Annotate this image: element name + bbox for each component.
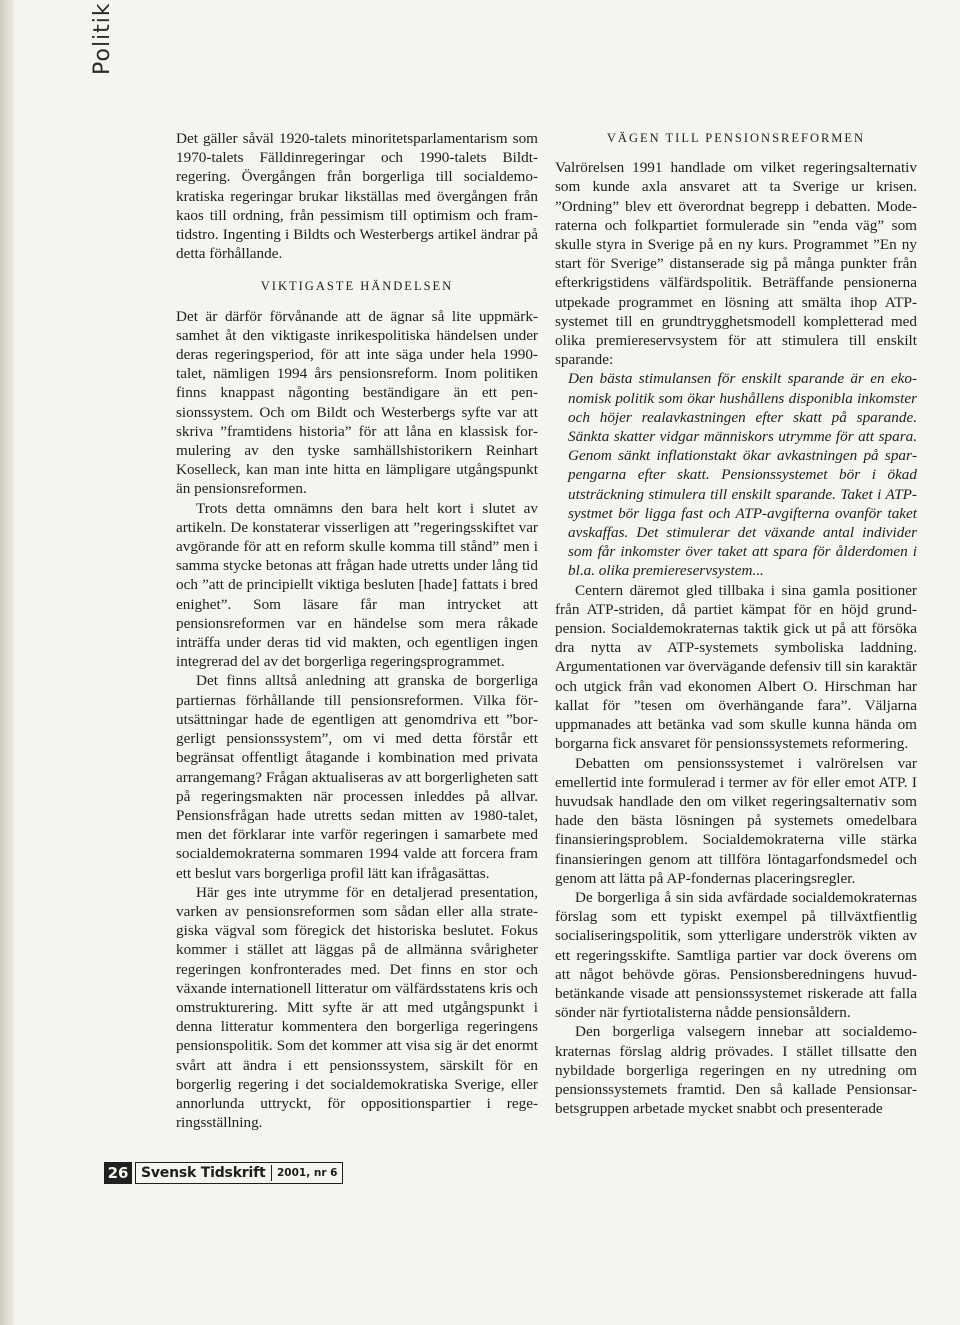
body-paragraph: Den borgerliga valsegern innebar att socialdemokraternas förslag aldrig prövades. I stället tillsatte den nybildade borgerliga regeringen en ny utredning om pensionssystemets framtid. Den så kallade Pensionsarbetsgruppen arbetade mycket snabbt och presenterade [555, 1023, 917, 1118]
body-paragraph: Det är därför förvånande att de ägnar så lite uppmärksamhet åt den viktigaste inrikespolitiska händelsen under deras regeringsperiod, för att inte säga under hela 1990-talet, nämligen 1994 års pensionsreform. Inom politiken finns knappast någonting beständigare än ett pensionssystem. Och om Bildt och Westerbergs syfte var att skriva ”framtidens historia” för att låna en klassisk formulering av den tyske samhällshistorikern Reinhart Koselleck, kan man inte hitta en lämpligare utgångspunkt än pensionsreformen. [176, 307, 538, 498]
body-paragraph: Trots detta omnämns den bara helt kort i slutet av artikeln. De konstaterar visserligen att ”regeringsskiftet var avgörande för att en reform skulle komma till stånd” men i samma stycke betonas att frågan hade utretts under lång tid och ”att de principiellt viktiga besluten [hade] fattats i bred enighet”. Som läsare får man intrycket att pensionsreformen var en händelse som mera råkade inträffa under deras tid vid makten, och egentligen ingen integrerad del av det borgerliga regeringsprogrammet. [176, 499, 538, 671]
journal-box [135, 1162, 343, 1184]
section-heading: VIKTIGASTE HÄNDELSEN [260, 279, 454, 294]
left-column [176, 129, 538, 1132]
section-heading: VÄGEN TILL PENSIONSREFORMEN [606, 131, 866, 145]
page-number: 26 [104, 1162, 132, 1184]
issue-info: 2001, nr 6 [277, 1167, 338, 1179]
body-paragraph: Det gäller såväl 1920-talets minoritetsparlamentarism som 1970-talets Fälldinregeringar och 1990-talets Bildtregering. Övergången från borgerliga till socialdemokratiska regeringar brukar likställas med övergången från kaos till ordning, från pessimism till optimism och framtidstro. Ingenting i Bildts och Westerbergs artikel ändrar på detta förhållande. [176, 130, 538, 263]
page-footer [104, 1162, 343, 1184]
body-paragraph: Debatten om pensionssystemet i valrörelsen var emellertid inte formulerad i termer av för eller emot ATP. I huvudsak handlade den om vilket regeringsalternativ som hade den bästa lösningen på systemets omedelbara finansieringsproblem. Socialdemokraterna ville stärka finansieringen genom att tillföra löntagarfondsmedel och genom att lätta på AP-fondernas placeringsregler. [555, 754, 917, 887]
block-quote: Den bästa stimulansen för enskilt sparande är en ekonomisk politik som ökar hushållens disponibla inkomster och höjer realavkastningen efter skatt på sparande. Sänkta skatter vidgar människors utrymme för att spara. Genom sänkt inflationstakt ökar avkastningen på sparpengarna efter skatt. Pensionssystemet bör i ökad utsträckning stimulera till enskilt sparande. Taket i ATP-systmet bör ligga fast och ATP-avgifterna ovanför taket avskaffas. Det stimulerar det växande antal individer som får inkomster över taket att spara för ålderdomen i bl.a. olika premiereservsystem... [568, 370, 917, 580]
footer-divider [271, 1165, 273, 1181]
journal-name: Svensk Tidskrift [141, 1165, 266, 1181]
body-paragraph: Centern däremot gled tillbaka i sina gamla positioner från ATP-striden, då partiet kämpat för en höjd grundpension. Socialdemokraternas taktik gick ut på att försöka dra nytta av ATP-systemets symboliska laddning. Argumentationen var övervägande defensiv till sin karaktär och utgick från vad ekonomen Albert O. Hirschman har kallat för ”tesen om överhängande fara”. Väljarna uppmanades att betänka vad som skulle kunna hända om borgarna fick ansvaret för pensionssystemets reformering. [555, 581, 917, 753]
body-paragraph: De borgerliga å sin sida avfärdade socialdemokraternas förslag som ett typiskt exempel på tillväxtfientlig socialiseringspolitik, som ytterligare underströk vikten av ett regeringsskifte. Samtliga partier var dock överens om att något behövde göras. Pensionsberedningens huvudbetänkande visade att pensionssystemet riskerade att falla sönder när fyrtiotalisterna nådde pensionsåldern. [555, 888, 917, 1022]
body-paragraph: Det finns alltså anledning att granska de borgerliga partiernas förhållande till pensionsreformen. Vilka förutsättningar hade de egentligen att genomdriva ett ”borgerligt pensionssystem”, om vi med detta förstår ett begränsat offentligt åtagande i kombination med privata arrangemang? Frågan aktualiseras av att borgerligheten satt på regeringsmakten när processen inleddes på allvar. Pensionsfrågan hade utretts sedan mitten av 1980-talet, men det förklarar inte varför regeringen i samarbete med socialdemokraterna sommaren 1994 valde att forcera fram ett beslut vars borgerliga profil lätt kan ifrågasättas. [176, 672, 538, 882]
right-column [555, 129, 917, 1118]
body-paragraph: Här ges inte utrymme för en detaljerad presentation, varken av pensionsreformen som sådan eller alla strategiska vägval som föregick det historiska beslutet. Fokus kommer i stället att läggas på de allmänna svårigheter regeringen konfronterades med. Det finns en stor och växande internationell litteratur om välfärdsstatens kris och omstrukturering. Mitt syfte är att med utgångspunkt i denna litteratur kommentera den borgerliga regeringens pensionspolitik. Som det kommer att visa sig är det enormt svårt att ändra i ett pensionssystem, särskilt för en borgerlig regering i det socialdemokratiska Sverige, eller annorlunda uttryckt, för oppositionspartier i regeringsställning. [176, 883, 538, 1132]
running-head: Politik [90, 2, 115, 75]
page-gutter-shadow [0, 0, 14, 1325]
body-paragraph: Valrörelsen 1991 handlade om vilket regeringsalternativ som kunde axla ansvaret att ta Sverige ur krisen. ”Ordning” blev ett överordnat begrepp i debatten. Moderaterna och folkpartiet formulerade sin ”enda väg” som skulle styra in Sverige på en ny kurs. Programmet ”En ny start för Sverige” distanserade sig på många punkter från efterkrigstidens välfärdspolitik. Beträffande pensionerna utpekade programmet en lösning att smälta ihop ATP-systemet till en grundtrygghetsmodell kompletterad med olika premiereservsystem för att stimulera till enskilt sparande: [555, 159, 917, 369]
